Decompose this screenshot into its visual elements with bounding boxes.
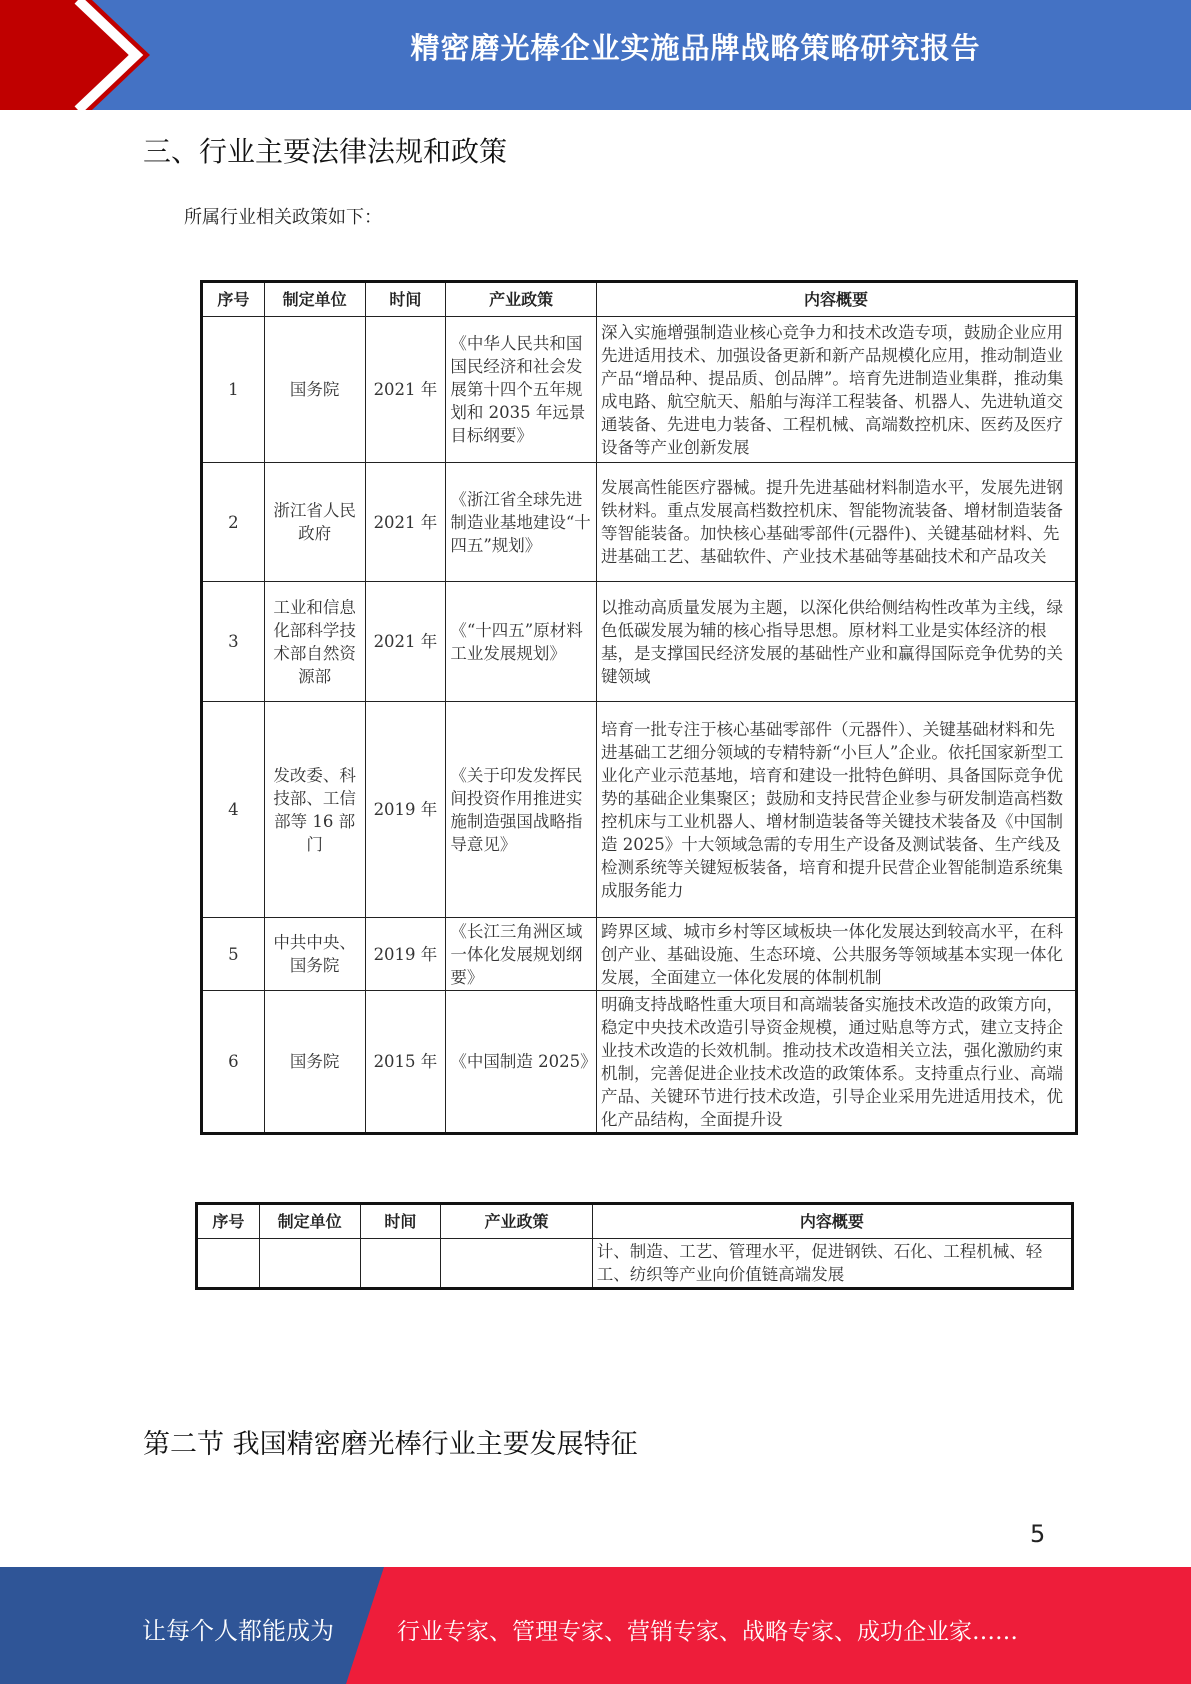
row-policy: 《“十四五”原材料工业发展规划》 [446,582,597,702]
row-time [360,1239,441,1289]
row-content: 计、制造、工艺、管理水平，促进钢铁、石化、工程机械、轻工、纺织等产业向价值链高端发展 [592,1239,1072,1289]
row-policy: 《关于印发发挥民间投资作用推进实施制造强国战略指导意见》 [446,702,597,918]
row-policy [441,1239,592,1289]
row-content: 明确支持战略性重大项目和高端装备实施技术改造的政策方向，稳定中央技术改造引导资金规模，通过贴息等方式，建立支持企业技术改造的长效机制。推动技术改造相关立法，强化激励约束机制，完善促进企业技术改造的政策体系。支持重点行业、高端产品、关键环节进行技术改造，引导企业采用先进适用技术，优化产品结构，全面提升设 [596,991,1076,1134]
row-no: 5 [202,918,265,991]
header-policy: 产业政策 [446,282,597,317]
row-no: 2 [202,463,265,582]
row-time: 2019 年 [365,702,446,918]
row-unit: 国务院 [264,317,365,463]
row-no: 6 [202,991,265,1134]
row-content: 发展高性能医疗器械。提升先进基础材料制造水平，发展先进钢铁材料。重点发展高档数控机床、智能物流装备、增材制造装备等智能装备。加快核心基础零部件(元器件)、关键基础材料、先进基础工艺、基础软件、产业技术基础等基础技术和产品攻关 [596,463,1076,582]
row-no: 3 [202,582,265,702]
header-content: 内容概要 [592,1204,1072,1239]
row-time: 2015 年 [365,991,446,1134]
row-no: 1 [202,317,265,463]
row-policy: 《中华人民共和国国民经济和社会发展第十四个五年规划和 2035 年远景目标纲要》 [446,317,597,463]
header-time: 时间 [365,282,446,317]
policy-table-continued [195,1202,1074,1290]
table-header-row [202,282,1077,317]
row-policy: 《中国制造 2025》 [446,991,597,1134]
row-no: 4 [202,702,265,918]
row-content: 深入实施增强制造业核心竞争力和技术改造专项，鼓励企业应用先进适用技术、加强设备更新和新产品规模化应用，推动制造业产品“增品种、提品质、创品牌”。培育先进制造业集群，推动集成电路、航空航天、船舶与海洋工程装备、机器人、先进轨道交通装备、先进电力装备、工程机械、高端数控机床、医药及医疗设备等产业创新发展 [596,317,1076,463]
row-time: 2021 年 [365,463,446,582]
row-content: 以推动高质量发展为主题，以深化供给侧结构性改革为主线，绿色低碳发展为辅的核心指导思想。原材料工业是实体经济的根基，是支撑国民经济发展的基础性产业和赢得国际竞争优势的关键领域 [596,582,1076,702]
policy-table [200,280,1078,1135]
table-row [197,1239,1073,1289]
row-unit: 工业和信息化部科学技术部自然资源部 [264,582,365,702]
header-time: 时间 [360,1204,441,1239]
header-content: 内容概要 [596,282,1076,317]
row-time: 2021 年 [365,582,446,702]
section-heading: 三、行业主要法律法规和政策 [143,135,508,168]
table-row [202,918,1077,991]
footer-slogan-left: 让每个人都能成为 [142,1617,334,1645]
header-unit: 制定单位 [264,282,365,317]
row-unit: 中共中央、国务院 [264,918,365,991]
table-row [202,582,1077,702]
intro-text: 所属行业相关政策如下： [184,207,382,228]
page-header [0,0,1191,110]
footer-slogan-right: 行业专家、管理专家、营销专家、战略专家、成功企业家…… [397,1619,1018,1645]
row-no [197,1239,260,1289]
header-no: 序号 [202,282,265,317]
row-content: 培育一批专注于核心基础零部件（元器件）、关键基础材料和先进基础工艺细分领域的专精特新“小巨人”企业。依托国家新型工业化产业示范基地，培育和建设一批特色鲜明、具备国际竞争优势的基础企业集聚区；鼓励和支持民营企业参与研发制造高档数控机床与工业机器人、增材制造装备等关键技术装备及《中国制造 2025》十大领域急需的专用生产设备及测试装备、生产线及检测系统等关键短板装备，培育和提升民营企业智能制造系统集成服务能力 [596,702,1076,918]
table-row [202,463,1077,582]
table-row [202,317,1077,463]
row-policy: 《浙江省全球先进制造业基地建设“十四五”规划》 [446,463,597,582]
row-unit: 浙江省人民政府 [264,463,365,582]
row-time: 2021 年 [365,317,446,463]
row-time: 2019 年 [365,918,446,991]
header-policy: 产业政策 [441,1204,592,1239]
table-row [202,702,1077,918]
row-policy: 《长江三角洲区域一体化发展规划纲要》 [446,918,597,991]
row-unit [259,1239,360,1289]
red-arrow-shape [0,0,150,110]
row-unit: 国务院 [264,991,365,1134]
chapter-heading: 第二节 我国精密磨光棒行业主要发展特征 [143,1429,638,1460]
header-unit: 制定单位 [259,1204,360,1239]
row-content: 跨界区域、城市乡村等区域板块一体化发展达到较高水平，在科创产业、基础设施、生态环境、公共服务等领域基本实现一体化发展，全面建立一体化发展的体制机制 [596,918,1076,991]
page-number: 5 [1030,1520,1046,1548]
table-header-row [197,1204,1073,1239]
table-row [202,991,1077,1134]
header-no: 序号 [197,1204,260,1239]
report-title: 精密磨光棒企业实施品牌战略策略研究报告 [410,31,981,65]
page-footer [0,1567,1191,1684]
row-unit: 发改委、科技部、工信部等 16 部门 [264,702,365,918]
